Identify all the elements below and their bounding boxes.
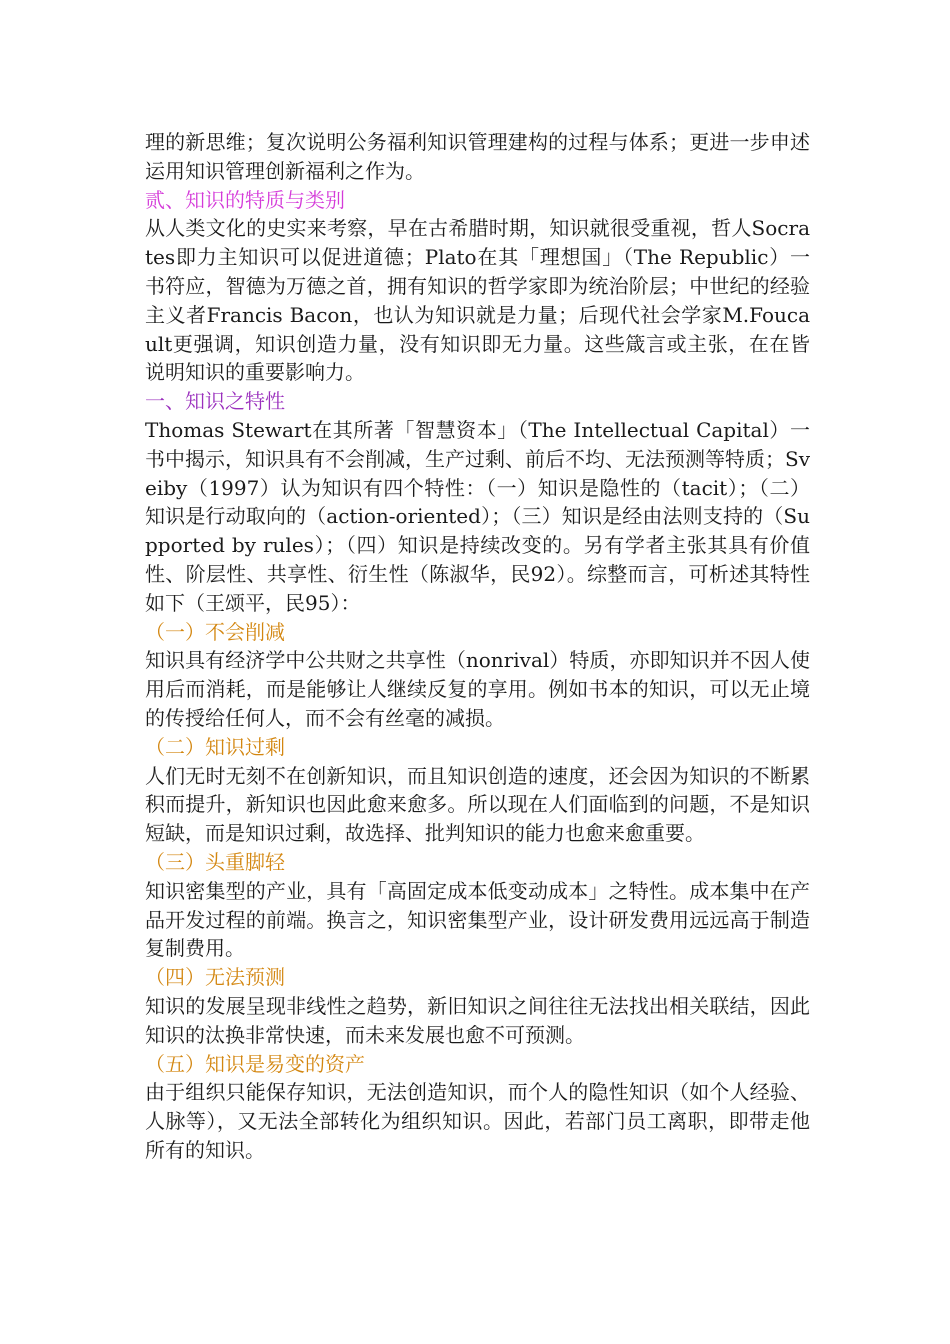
item-heading: （四）无法预测 — [145, 965, 285, 990]
subsection-paragraph: Thomas Stewart在其所著「智慧资本」（The Intellectual Capital）一书中揭示，知识具有不会削减，生产过剩、前后不均、无法预测等特质；Sveiby（1997）认为知识有四个特性：（一）知识是隐性的（tacit）；（二）知识是行动取向的（action-oriented）；（三）知识是经由法则支持的（Supported by rules）；（四）知识是持续改变的。另有学者主张其具有价值性、阶层性、共享性、衍生性（陈淑华，民92）。综整而言，可析述其特性如下（王颂平，民95）： — [145, 417, 810, 615]
item-heading: （五）知识是易变的资产 — [145, 1051, 365, 1076]
document-page — [145, 128, 810, 1165]
item-paragraph: 知识具有经济学中公共财之共享性（nonrival）特质，亦即知识并不因人使用后而消耗，而是能够让人继续反复的享用。例如书本的知识，可以无止境的传授给任何人，而不会有丝毫的减损。 — [145, 648, 810, 730]
section-paragraph: 从人类文化的史实来考察，早在古希腊时期，知识就很受重视，哲人Socrates即力主知识可以促进道德；Plato在其「理想国」（The Republic）一书符应，智德为万德之首，拥有知识的哲学家即为统治阶层；中世纪的经验主义者Francis Bacon，也认为知识就是力量；后现代社会学家M.Foucault更强调，知识创造力量，没有知识即无力量。这些箴言或主张，在在皆说明知识的重要影响力。 — [145, 216, 810, 385]
item-heading: （三）头重脚轻 — [145, 849, 285, 874]
item-paragraph: 由于组织只能保存知识，无法创造知识，而个人的隐性知识（如个人经验、人脉等），又无法全部转化为组织知识。因此，若部门员工离职，即带走他所有的知识。 — [145, 1080, 810, 1162]
item-paragraph: 人们无时无刻不在创新知识，而且知识创造的速度，还会因为知识的不断累积而提升，新知识也因此愈来愈多。所以现在人们面临到的问题，不是知识短缺，而是知识过剩，故选择、批判知识的能力也愈来愈重要。 — [145, 763, 810, 846]
intro-paragraph: 理的新思维；复次说明公务福利知识管理建构的过程与体系；更进一步申述运用知识管理创新福利之作为。 — [145, 130, 810, 183]
item-paragraph: 知识密集型的产业，具有「高固定成本低变动成本」之特性。成本集中在产品开发过程的前端。换言之，知识密集型产业，设计研发费用远远高于制造复制费用。 — [145, 878, 810, 961]
subsection-heading: 一、知识之特性 — [145, 389, 285, 414]
item-heading: （一）不会削减 — [145, 619, 285, 644]
item-paragraph: 知识的发展呈现非线性之趋势，新旧知识之间往往无法找出相关联结，因此知识的汰换非常快速，而未来发展也愈不可预测。 — [145, 993, 810, 1047]
item-heading: （二）知识过剩 — [145, 734, 285, 759]
section-heading: 贰、知识的特质与类别 — [145, 187, 345, 212]
